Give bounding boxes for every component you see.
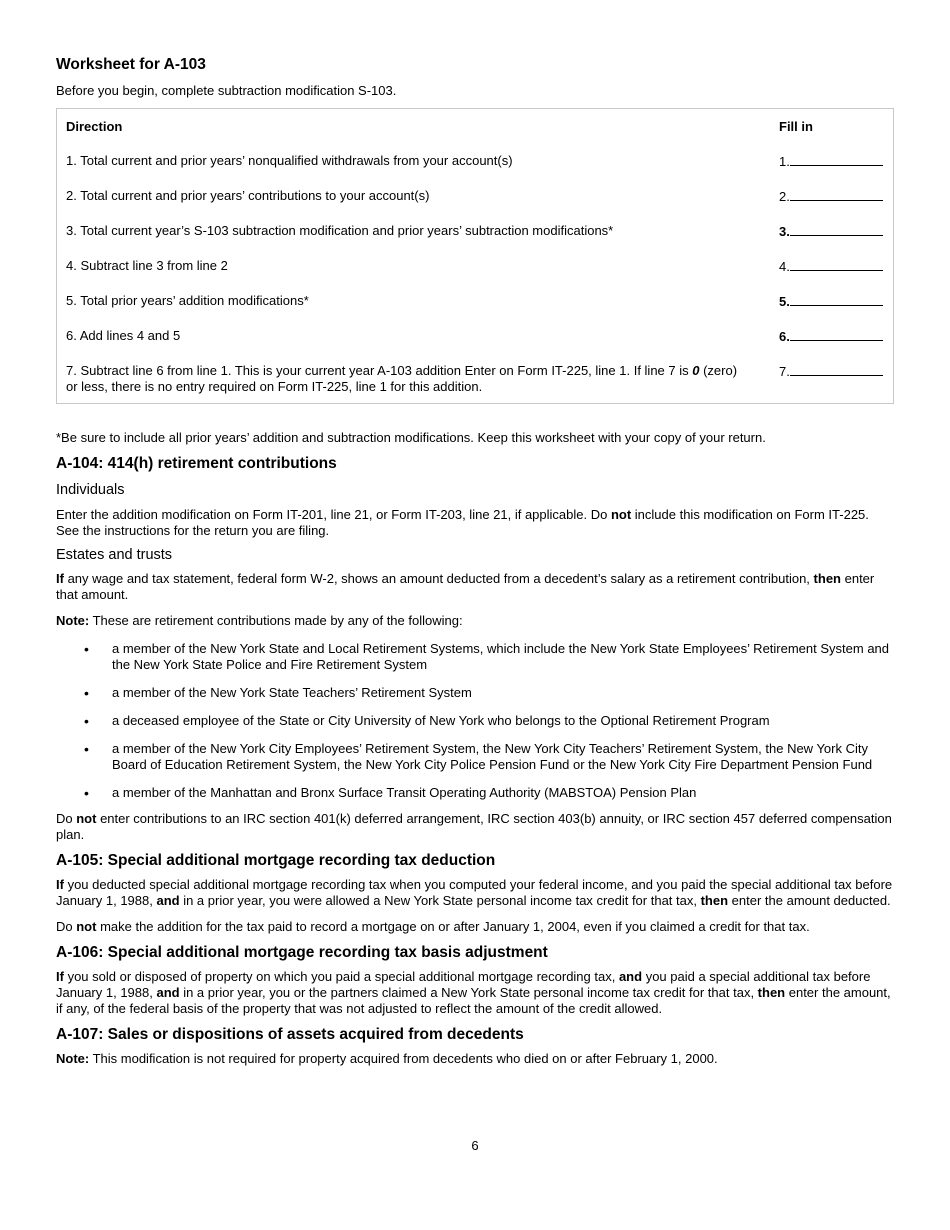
a105-paragraph-2: [56, 919, 894, 935]
worksheet-footnote: *Be sure to include all prior years’ addition and subtraction modifications. Keep this worksheet with your copy of your return.: [56, 430, 766, 445]
a104-do-not-bold: not: [76, 811, 97, 826]
a105-if: If: [56, 877, 64, 892]
worksheet-table: [56, 108, 894, 404]
a106-and-1: and: [618, 969, 643, 984]
worksheet-line-4: [66, 258, 884, 293]
a105-paragraph-1: [56, 877, 894, 909]
line-6-direction: 6. Add lines 4 and 5: [66, 328, 181, 343]
a107-heading: A-107: Sales or dispositions of assets acquired from decedents: [56, 1026, 524, 1043]
a104-do-not-text-a: Do: [56, 811, 77, 826]
list-item: • a member of the New York City Employees’ Retirement System, the New York City Teachers’ Retirement System, the New York City Board of Education Retirement System, the New York City Police Pension Fund or the New York City Fire Department Pension Fund: [56, 741, 894, 773]
line-7-label: 7.: [779, 364, 790, 379]
line-2-blank[interactable]: [790, 188, 883, 201]
line-3-fill-in[interactable]: [779, 223, 884, 240]
line-7-text-a: 7. Subtract line 6 from line 1. This is your current year A-103 addition Enter on Form IT-225, line 1. If line 7 is: [66, 363, 693, 378]
line-5-direction: 5. Total prior years’ addition modifications*: [66, 293, 309, 308]
line-5-label: 5.: [779, 294, 790, 309]
a105-p1-text-a: you deducted special additional mortgage recording tax when you computed your federal income, and you paid the special additional tax before January 1, 1988,: [56, 877, 893, 908]
a104-estates-text-b: enter that amount.: [56, 571, 875, 602]
line-1-fill-in[interactable]: [779, 153, 884, 170]
a105-p1-text-c: enter the amount deducted.: [728, 893, 891, 908]
line-7-blank[interactable]: [790, 363, 883, 376]
worksheet-line-7: [66, 363, 884, 395]
a107-note-label: Note:: [56, 1051, 90, 1066]
a106-and-2: and: [156, 985, 180, 1000]
a104-individuals-text-b: include this modification on Form IT-225. See the instructions for the return you are filing.: [56, 507, 869, 538]
line-4-blank[interactable]: [790, 258, 883, 271]
a105-p2-text-b: make the addition for the tax paid to record a mortgage on or after January 1, 2004, even if you claimed a credit for that tax.: [96, 919, 810, 934]
a106-text-b: you paid a special additional tax before January 1, 1988,: [56, 969, 871, 1000]
line-5-blank[interactable]: [790, 293, 883, 306]
line-6-blank[interactable]: [790, 328, 883, 341]
a104-estates-then: then: [813, 571, 841, 586]
line-7-direction: [66, 363, 746, 395]
a104-estates-text-a: any wage and tax statement, federal form W-2, shows an amount deducted from a decedent’s salary as a retirement contribution,: [63, 571, 814, 586]
page-number: 6: [471, 1138, 479, 1153]
worksheet-line-3: [66, 223, 884, 258]
a104-bullet-list: [56, 641, 894, 801]
line-4-fill-in[interactable]: [779, 258, 884, 275]
line-5-fill-in[interactable]: [779, 293, 884, 310]
line-2-label: 2.: [779, 189, 790, 204]
a104-note-text: These are retirement contributions made by any of the following:: [89, 613, 463, 628]
line-4-label: 4.: [779, 259, 790, 274]
line-4-direction: 4. Subtract line 3 from line 2: [66, 258, 228, 273]
a106-heading: A-106: Special additional mortgage recording tax basis adjustment: [56, 944, 548, 961]
a105-heading: A-105: Special additional mortgage recording tax deduction: [56, 852, 496, 869]
line-1-blank[interactable]: [790, 153, 883, 166]
list-item: • a member of the New York State Teachers’ Retirement System: [56, 685, 894, 701]
line-2-fill-in[interactable]: [779, 188, 884, 205]
a104-individuals-heading: Individuals: [56, 482, 125, 498]
a106-paragraph: [56, 969, 894, 1017]
line-7-text-b: (zero) or less, there is no entry required on Form IT-225, line 1 for this addition.: [66, 363, 738, 394]
a105-p2-text-a: Do: [56, 919, 77, 934]
line-2-direction: 2. Total current and prior years’ contributions to your account(s): [66, 188, 430, 203]
a105-then: then: [700, 893, 729, 908]
a105-p1-text-b: in a prior year, you were allowed a New York State personal income tax credit for that tax,: [179, 893, 701, 908]
a107-note: [56, 1051, 894, 1067]
line-7-fill-in[interactable]: [779, 363, 884, 380]
a106-then: then: [757, 985, 786, 1000]
a105-p2-bold: not: [76, 919, 97, 934]
line-1-direction: 1. Total current and prior years’ nonqualified withdrawals from your account(s): [66, 153, 513, 168]
direction-column-header: Direction: [66, 119, 123, 134]
line-3-label: 3.: [779, 224, 790, 239]
a104-do-not-text-b: enter contributions to an IRC section 401(k) deferred arrangement, IRC section 403(b) annuity, or IRC section 457 deferred compensation plan.: [56, 811, 892, 842]
line-7-zero: 0: [692, 363, 700, 378]
page-content: [56, 54, 894, 1067]
worksheet-line-1: [66, 153, 884, 188]
worksheet-line-2: [66, 188, 884, 223]
a106-text-c: in a prior year, you or the partners claimed a New York State personal income tax credit for that tax,: [179, 985, 758, 1000]
worksheet-title: Worksheet for A-103: [56, 56, 206, 73]
list-item: • a deceased employee of the State or City University of New York who belongs to the Optional Retirement Program: [56, 713, 894, 729]
a104-note: [56, 613, 894, 629]
worksheet-intro: Before you begin, complete subtraction modification S-103.: [56, 83, 397, 98]
a104-do-not-text: [56, 811, 894, 843]
a104-estates-text: [56, 571, 894, 603]
a104-estates-if: If: [56, 571, 64, 586]
fill-in-column-header: Fill in: [779, 119, 813, 134]
list-item: • a member of the Manhattan and Bronx Surface Transit Operating Authority (MABSTOA) Pension Plan: [56, 785, 894, 801]
worksheet-header-row: [66, 117, 884, 153]
worksheet-line-5: [66, 293, 884, 328]
a107-note-text: This modification is not required for property acquired from decedents who died on or after February 1, 2000.: [89, 1051, 718, 1066]
a104-heading: A-104: 414(h) retirement contributions: [56, 455, 337, 472]
line-3-blank[interactable]: [790, 223, 883, 236]
a104-estates-heading: Estates and trusts: [56, 547, 173, 563]
a105-and: and: [156, 893, 180, 908]
line-6-fill-in[interactable]: [779, 328, 884, 345]
line-1-label: 1.: [779, 154, 790, 169]
a106-text-d: enter the amount, if any, of the federal basis of the property that was not adjusted to reflect the amount of the credit allowed.: [56, 985, 891, 1016]
worksheet-line-6: [66, 328, 884, 363]
a104-individuals-text: [56, 507, 894, 539]
a104-individuals-text-a: Enter the addition modification on Form IT-201, line 21, or Form IT-203, line 21, if applicable. Do: [56, 507, 611, 522]
a106-if: If: [56, 969, 64, 984]
a106-text-a: you sold or disposed of property on which you paid a special additional mortgage recording tax,: [63, 969, 619, 984]
a104-note-label: Note:: [56, 613, 90, 628]
line-6-label: 6.: [779, 329, 790, 344]
a104-individuals-bold: not: [610, 507, 632, 522]
line-3-direction: 3. Total current year’s S-103 subtraction modification and prior years’ subtraction modifications*: [66, 223, 614, 238]
list-item: • a member of the New York State and Local Retirement Systems, which include the New York State Employees’ Retirement System and the New York State Police and Fire Retirement System: [56, 641, 894, 673]
